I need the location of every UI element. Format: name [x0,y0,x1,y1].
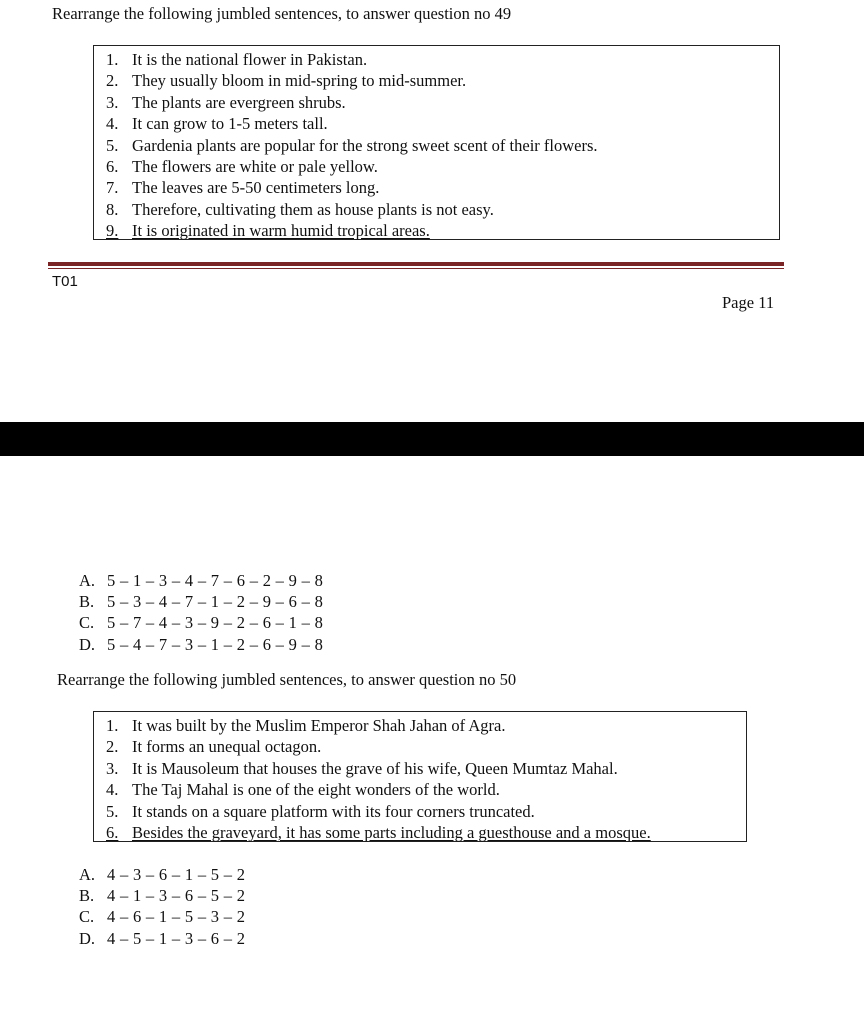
sentence-text: Besides the graveyard, it has some parts including a guesthouse and a mosque. [132,822,651,842]
q50-options [79,864,245,949]
sentence-text: The flowers are white or pale yellow. [132,156,378,176]
sentence-number: 1. [106,716,119,735]
q50-sentence-box [93,711,747,842]
sentence-number: 4. [106,114,119,134]
sentence-item [106,177,779,198]
q50-heading: Rearrange the following jumbled sentences, to answer question no 50 [57,670,517,689]
option-sequence: 5 – 7 – 4 – 3 – 9 – 2 – 6 – 1 – 8 [107,613,324,633]
option-sequence: 4 – 6 – 1 – 5 – 3 – 2 [107,907,246,927]
page-break-bar [0,422,864,456]
sentence-item [106,92,779,113]
sentence-item [106,736,746,757]
sentence-text: It was built by the Muslim Emperor Shah Jahan of Agra. [132,716,506,735]
answer-option[interactable] [79,612,323,633]
sentence-item [106,113,779,134]
answer-option[interactable] [79,885,245,906]
sentence-number: 8. [106,199,119,219]
sentence-text: It can grow to 1-5 meters tall. [132,114,328,134]
sentence-item [106,156,779,177]
sentence-text: It forms an unequal octagon. [132,737,322,757]
q50-sentence-list [106,715,746,843]
option-letter: A. [79,865,96,884]
option-letter: D. [79,928,96,948]
sentence-item [106,220,779,241]
sentence-number: 5. [106,801,119,821]
sentence-text: The Taj Mahal is one of the eight wonders of the world. [132,780,500,800]
option-sequence: 4 – 3 – 6 – 1 – 5 – 2 [107,865,246,884]
sentence-number: 5. [106,135,119,155]
option-letter: A. [79,571,96,590]
option-letter: B. [79,886,95,906]
sentence-number: 3. [106,758,119,778]
sentence-text: Gardenia plants are popular for the strong sweet scent of their flowers. [132,135,598,155]
answer-option[interactable] [79,906,245,927]
sentence-number: 3. [106,92,119,112]
answer-option[interactable] [79,864,245,885]
option-letter: C. [79,613,95,633]
sentence-number: 2. [106,71,119,91]
footer-rule-thin [48,268,784,269]
sentence-item [106,758,746,779]
footer-rule-thick [48,262,784,266]
sentence-number: 2. [106,737,119,757]
sentence-text: It is originated in warm humid tropical areas. [132,221,430,241]
option-letter: D. [79,634,96,654]
sentence-number: 7. [106,178,119,198]
option-sequence: 5 – 3 – 4 – 7 – 1 – 2 – 9 – 6 – 8 [107,592,324,612]
sentence-text: The leaves are 5-50 centimeters long. [132,178,380,198]
sentence-item [106,715,746,736]
sentence-item [106,135,779,156]
footer-code: T01 [52,273,78,290]
sentence-item [106,801,746,822]
option-sequence: 4 – 5 – 1 – 3 – 6 – 2 [107,928,246,948]
answer-option[interactable] [79,570,323,591]
option-letter: B. [79,592,95,612]
q49-sentence-list [106,49,779,242]
sentence-text: It stands on a square platform with its four corners truncated. [132,801,535,821]
option-sequence: 5 – 4 – 7 – 3 – 1 – 2 – 6 – 9 – 8 [107,634,324,654]
answer-option[interactable] [79,928,245,949]
option-sequence: 4 – 1 – 3 – 6 – 5 – 2 [107,886,246,906]
option-letter: C. [79,907,95,927]
q49-sentence-box [93,45,780,240]
answer-option[interactable] [79,591,323,612]
sentence-number: 6. [106,822,119,842]
page-number: Page 11 [722,293,775,312]
sentence-number: 6. [106,156,119,176]
answer-option[interactable] [79,634,323,655]
option-sequence: 5 – 1 – 3 – 4 – 7 – 6 – 2 – 9 – 8 [107,571,324,590]
sentence-item [106,70,779,91]
sentence-number: 1. [106,50,119,69]
sentence-text: They usually bloom in mid-spring to mid-summer. [132,71,467,91]
sentence-item [106,779,746,800]
sentence-number: 4. [106,780,119,800]
sentence-text: It is the national flower in Pakistan. [132,50,368,69]
sentence-text: It is Mausoleum that houses the grave of his wife, Queen Mumtaz Mahal. [132,758,618,778]
sentence-text: Therefore, cultivating them as house plants is not easy. [132,199,494,219]
q49-options [79,570,323,655]
sentence-number: 9. [106,221,119,241]
sentence-item [106,199,779,220]
sentence-text: The plants are evergreen shrubs. [132,92,346,112]
sentence-item [106,822,746,843]
sentence-item [106,49,779,70]
q49-heading: Rearrange the following jumbled sentences, to answer question no 49 [52,4,512,23]
